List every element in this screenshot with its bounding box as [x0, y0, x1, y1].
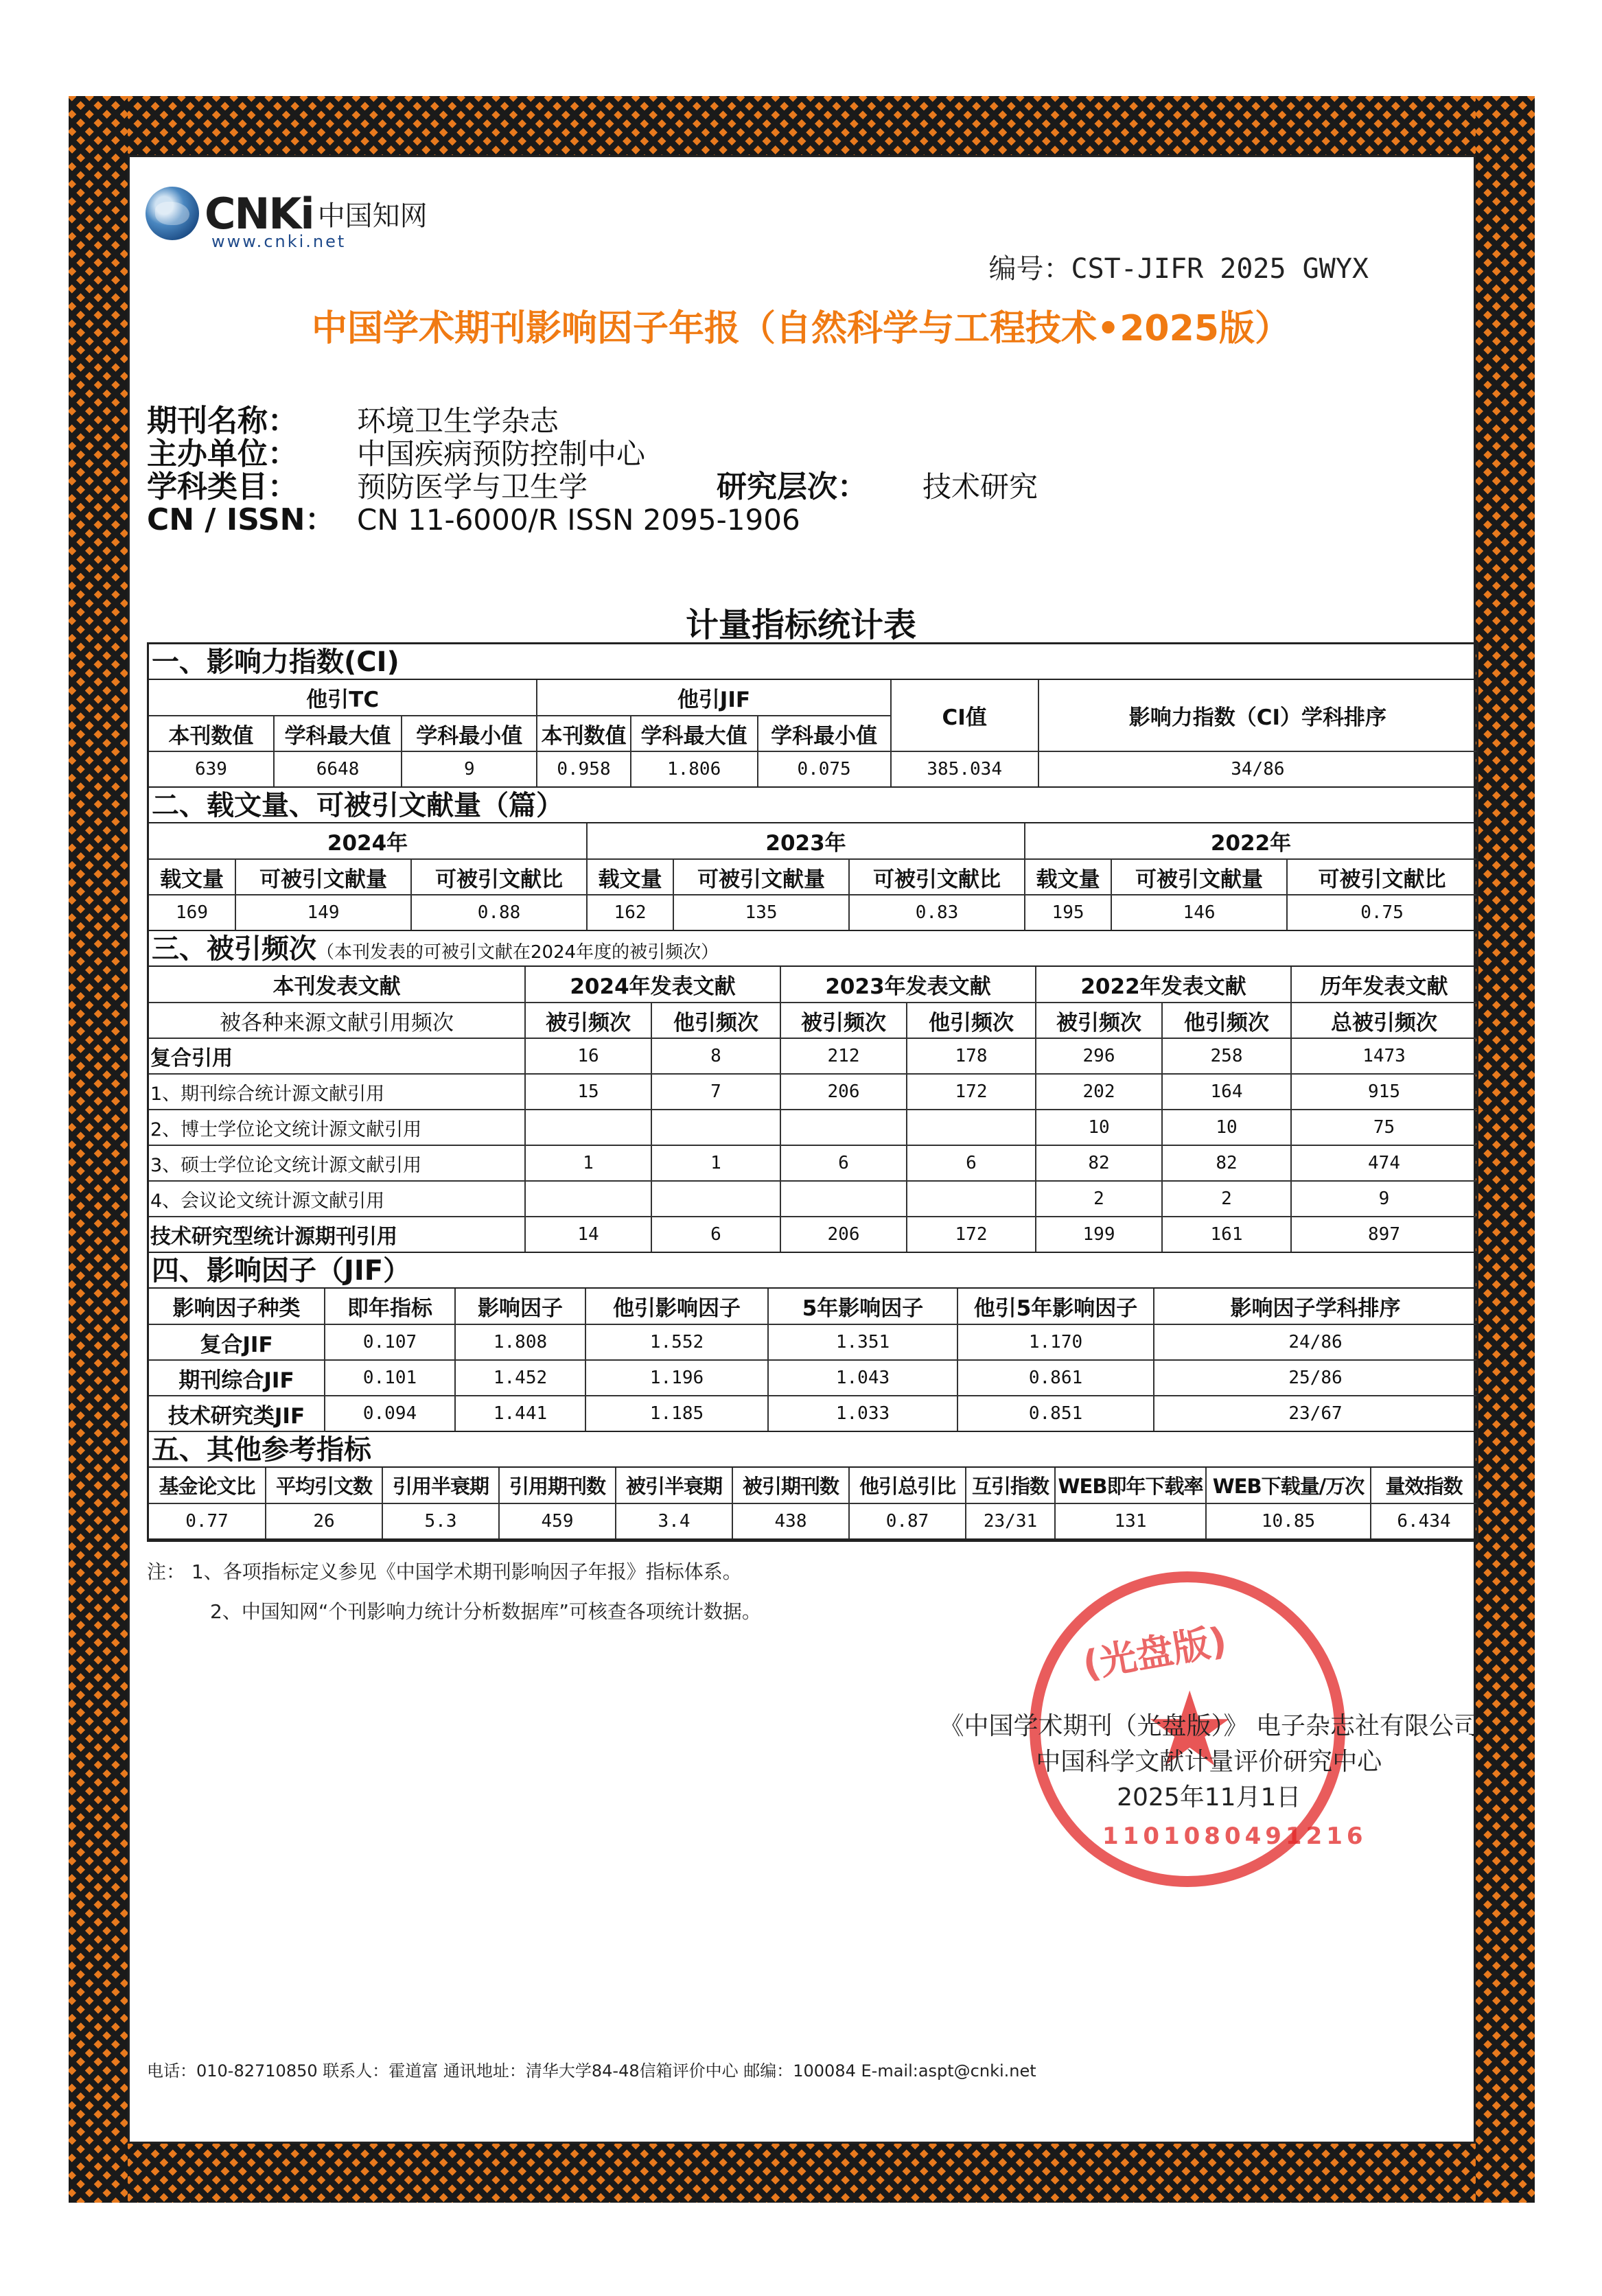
other-col: 互引指数	[966, 1468, 1055, 1503]
articles-cell: 0.83	[849, 895, 1025, 930]
star-icon: ★	[1144, 1670, 1236, 1790]
citation-cell: 474	[1291, 1145, 1476, 1181]
other-col: 平均引文数	[266, 1468, 382, 1503]
jif-col: 他引5年影响因子	[957, 1289, 1154, 1324]
logo-cn-name: 中国知网	[317, 200, 428, 232]
other-cell: 459	[499, 1503, 616, 1539]
jif-cell: 1.033	[768, 1396, 957, 1431]
table-row	[149, 1396, 1476, 1431]
sub-total: 总被引频次	[1291, 1003, 1476, 1038]
other-col: 引用期刊数	[499, 1468, 616, 1503]
ci-cell: 9	[402, 751, 537, 787]
jif-cell: 23/67	[1154, 1396, 1476, 1431]
articles-cell: 162	[587, 895, 673, 930]
level-label: 研究层次：	[717, 469, 868, 504]
citation-cell: 172	[907, 1074, 1036, 1110]
other-col: 引用半衰期	[382, 1468, 499, 1503]
jif-cell: 0.094	[325, 1396, 455, 1431]
jif-cell: 1.441	[455, 1396, 585, 1431]
ci-jif-max: 学科最大值	[631, 716, 758, 751]
issuer	[940, 1709, 1478, 1816]
group-all: 历年发表文献	[1291, 967, 1476, 1003]
row-label: 3、硕士学位论文统计源文献引用	[149, 1145, 525, 1181]
sponsor: 中国疾病预防控制中心	[357, 437, 646, 471]
citation-cell: 7	[651, 1074, 780, 1110]
citation-cell: 10	[1162, 1110, 1291, 1145]
row-label: 1、期刊综合统计源文献引用	[149, 1074, 525, 1110]
citation-cell	[780, 1181, 907, 1217]
row-label: 复合引用	[149, 1038, 525, 1074]
ci-tc-max: 学科最大值	[274, 716, 402, 751]
citations-corner-top: 本刊发表文献	[149, 967, 525, 1003]
issuer-publisher: 《中国学术期刊（光盘版）》 电子杂志社有限公司	[939, 1712, 1478, 1740]
articles-cell: 135	[673, 895, 849, 930]
page-title: 中国学术期刊影响因子年报（自然科学与工程技术•2025版）	[312, 308, 1290, 349]
group-2024: 2024年发表文献	[525, 967, 780, 1003]
jif-cell: 1.808	[455, 1324, 585, 1360]
jif-cell: 1.185	[585, 1396, 768, 1431]
issn-label: CN / ISSN：	[147, 502, 336, 537]
col-articles: 载文量	[587, 859, 673, 895]
citation-cell: 10	[1036, 1110, 1162, 1145]
row-label: 2、博士学位论文统计源文献引用	[149, 1110, 525, 1145]
serial-number: 编号：CST-JIFR 2025 GWYX	[988, 253, 1369, 285]
ci-cell: 34/86	[1038, 751, 1476, 787]
citation-cell: 212	[780, 1038, 907, 1074]
jif-col: 影响因子种类	[149, 1289, 325, 1324]
issn: CN 11-6000/R ISSN 2095-1906	[357, 503, 800, 537]
citation-cell: 8	[651, 1038, 780, 1074]
table-row	[149, 1360, 1476, 1396]
table-row	[149, 1038, 1476, 1074]
jif-row-label: 期刊综合JIF	[149, 1360, 325, 1396]
ci-cell: 1.806	[631, 751, 758, 787]
citation-cell: 75	[1291, 1110, 1476, 1145]
jif-cell: 0.107	[325, 1324, 455, 1360]
articles-cell: 195	[1025, 895, 1111, 930]
section-articles-head: 二、载文量、可被引文献量（篇）	[149, 788, 1476, 823]
other-cell: 10.85	[1206, 1503, 1371, 1539]
other-cell: 0.87	[849, 1503, 966, 1539]
citation-cell: 915	[1291, 1074, 1476, 1110]
jif-cell: 1.196	[585, 1360, 768, 1396]
ci-value-head: CI值	[891, 680, 1038, 751]
jif-cell: 0.861	[957, 1360, 1154, 1396]
section-ci-head: 一、影响力指数(CI)	[149, 644, 1476, 680]
jif-col: 即年指标	[325, 1289, 455, 1324]
other-col: WEB下载量/万次	[1206, 1468, 1371, 1503]
articles-cell: 149	[235, 895, 411, 930]
ci-cell: 385.034	[891, 751, 1038, 787]
sub-cited: 被引频次	[525, 1003, 651, 1038]
citation-cell: 82	[1162, 1145, 1291, 1181]
jif-cell: 1.452	[455, 1360, 585, 1396]
journal-name: 环境卫生学杂志	[357, 404, 559, 438]
row-label: 技术研究型统计源期刊引用	[149, 1217, 525, 1252]
articles-cell: 169	[149, 895, 235, 930]
articles-cell: 0.88	[411, 895, 587, 930]
logo-word: CNKi	[205, 188, 314, 239]
citation-cell	[780, 1110, 907, 1145]
citation-cell	[907, 1181, 1036, 1217]
citation-cell	[525, 1110, 651, 1145]
seal-code: 1101080491216	[1102, 1823, 1367, 1850]
other-cell: 5.3	[382, 1503, 499, 1539]
col-citable: 可被引文献量	[673, 859, 849, 895]
jif-col: 5年影响因子	[768, 1289, 957, 1324]
border-bottom	[69, 2144, 1535, 2203]
sub-cited: 被引频次	[1036, 1003, 1162, 1038]
articles-cell: 146	[1111, 895, 1287, 930]
other-cell: 438	[732, 1503, 849, 1539]
citation-cell: 199	[1036, 1217, 1162, 1252]
contact-footer: 电话：010-82710850 联系人：霍道富 通讯地址：清华大学84-48信箱评价中心 邮编：100084 E-mail:aspt@cnki.net	[147, 2061, 1036, 2081]
other-col: 被引期刊数	[732, 1468, 849, 1503]
citation-cell: 14	[525, 1217, 651, 1252]
other-cell: 6.434	[1371, 1503, 1476, 1539]
citation-cell	[525, 1181, 651, 1217]
border-left	[69, 96, 128, 2203]
citations-table	[149, 967, 1476, 1253]
year-2022-head: 2022年	[1025, 823, 1476, 859]
citation-cell: 82	[1036, 1145, 1162, 1181]
other-col: 基金论文比	[149, 1468, 266, 1503]
citation-cell: 2	[1036, 1181, 1162, 1217]
jif-table	[149, 1289, 1476, 1432]
citation-cell: 6	[907, 1145, 1036, 1181]
citation-cell: 1473	[1291, 1038, 1476, 1074]
table-row	[149, 1074, 1476, 1110]
notes	[147, 1552, 761, 1632]
row-label: 4、会议论文统计源文献引用	[149, 1181, 525, 1217]
table-row	[149, 751, 1476, 787]
ci-cell: 0.958	[537, 751, 630, 787]
other-table	[149, 1468, 1476, 1540]
group-2023: 2023年发表文献	[780, 967, 1036, 1003]
citation-cell: 897	[1291, 1217, 1476, 1252]
issue-date: 2025年11月1日	[1117, 1783, 1301, 1812]
ci-cell: 639	[149, 751, 274, 787]
citation-cell: 15	[525, 1074, 651, 1110]
col-citable-ratio: 可被引文献比	[849, 859, 1025, 895]
col-citable: 可被引文献量	[1111, 859, 1287, 895]
sub-cited: 被引频次	[780, 1003, 907, 1038]
col-citable-ratio: 可被引文献比	[411, 859, 587, 895]
other-col: 他引总引比	[849, 1468, 966, 1503]
jif-cell: 25/86	[1154, 1360, 1476, 1396]
jif-cell: 1.043	[768, 1360, 957, 1396]
other-col: 量效指数	[1371, 1468, 1476, 1503]
citation-cell: 258	[1162, 1038, 1291, 1074]
globe-icon	[146, 187, 199, 240]
group-2022: 2022年发表文献	[1036, 967, 1291, 1003]
jif-col: 影响因子学科排序	[1154, 1289, 1476, 1324]
table-row	[149, 1110, 1476, 1145]
citation-cell: 178	[907, 1038, 1036, 1074]
jif-cell: 24/86	[1154, 1324, 1476, 1360]
table-row	[149, 1324, 1476, 1360]
citation-cell: 161	[1162, 1217, 1291, 1252]
citation-cell: 16	[525, 1038, 651, 1074]
section-other-head: 五、其他参考指标	[149, 1432, 1476, 1468]
citation-cell: 206	[780, 1217, 907, 1252]
citations-head-note: （本刊发表的可被引文献在2024年度的被引频次）	[316, 942, 719, 963]
sub-other: 他引频次	[651, 1003, 780, 1038]
articles-cell: 0.75	[1287, 895, 1476, 930]
jif-row-label: 复合JIF	[149, 1324, 325, 1360]
citation-cell: 296	[1036, 1038, 1162, 1074]
other-col: WEB即年下载率	[1055, 1468, 1206, 1503]
jif-col: 影响因子	[455, 1289, 585, 1324]
other-col: 被引半衰期	[616, 1468, 732, 1503]
ci-rank-head: 影响力指数（CI）学科排序	[1038, 680, 1476, 751]
note-2: 2、中国知网“个刊影响力统计分析数据库”可核查各项统计数据。	[210, 1600, 761, 1623]
citation-cell: 1	[651, 1145, 780, 1181]
subject: 预防医学与卫生学	[357, 470, 588, 504]
ci-jif-min: 学科最小值	[758, 716, 891, 751]
table-row	[149, 1145, 1476, 1181]
col-articles: 载文量	[1025, 859, 1111, 895]
jif-cell: 0.851	[957, 1396, 1154, 1431]
citations-corner-bottom: 被各种来源文献引用频次	[149, 1003, 525, 1038]
col-articles: 载文量	[149, 859, 235, 895]
other-cell: 0.77	[149, 1503, 266, 1539]
border-top	[69, 96, 1535, 155]
ci-table	[149, 680, 1476, 788]
subject-label: 学科类目：	[147, 469, 298, 504]
jif-row-label: 技术研究类JIF	[149, 1396, 325, 1431]
sponsor-label: 主办单位：	[147, 436, 298, 471]
table-row	[149, 1181, 1476, 1217]
table-row	[149, 1217, 1476, 1252]
citation-cell: 6	[780, 1145, 907, 1181]
stat-tables	[147, 642, 1478, 1542]
citation-cell: 164	[1162, 1074, 1291, 1110]
articles-table	[149, 823, 1476, 931]
citation-cell: 2	[1162, 1181, 1291, 1217]
journal-info	[147, 405, 1038, 537]
other-cell: 3.4	[616, 1503, 732, 1539]
citation-cell	[651, 1110, 780, 1145]
level: 技术研究	[922, 470, 1038, 504]
ci-jif-head: 他引JIF	[537, 680, 890, 716]
year-2023-head: 2023年	[587, 823, 1025, 859]
other-cell: 23/31	[966, 1503, 1055, 1539]
ci-jif-this: 本刊数值	[537, 716, 630, 751]
border-right	[1476, 96, 1535, 2203]
other-cell: 26	[266, 1503, 382, 1539]
table-row	[149, 1503, 1476, 1539]
jif-cell: 1.170	[957, 1324, 1154, 1360]
section-jif-head: 四、影响因子（JIF）	[149, 1253, 1476, 1289]
section-citations-head	[149, 931, 1476, 967]
jif-cell: 0.101	[325, 1360, 455, 1396]
citation-cell: 172	[907, 1217, 1036, 1252]
ci-tc-head: 他引TC	[149, 680, 537, 716]
citation-cell	[651, 1181, 780, 1217]
logo-url: www.cnki.net	[211, 232, 347, 251]
ci-tc-min: 学科最小值	[402, 716, 537, 751]
citation-cell: 202	[1036, 1074, 1162, 1110]
sub-other: 他引频次	[1162, 1003, 1291, 1038]
ci-cell: 6648	[274, 751, 402, 787]
citation-cell: 1	[525, 1145, 651, 1181]
citation-cell: 6	[651, 1217, 780, 1252]
ci-cell: 0.075	[758, 751, 891, 787]
journal-name-label: 期刊名称：	[147, 403, 298, 438]
jif-col: 他引影响因子	[585, 1289, 768, 1324]
col-citable: 可被引文献量	[235, 859, 411, 895]
ci-tc-this: 本刊数值	[149, 716, 274, 751]
jif-cell: 1.351	[768, 1324, 957, 1360]
jif-cell: 1.552	[585, 1324, 768, 1360]
table-row	[149, 895, 1476, 930]
sub-other: 他引频次	[907, 1003, 1036, 1038]
year-2024-head: 2024年	[149, 823, 587, 859]
citations-head-text: 三、被引频次	[152, 933, 316, 965]
seal-text: (光盘版)	[1079, 1619, 1230, 1687]
cnki-logo	[146, 187, 428, 251]
citation-cell: 9	[1291, 1181, 1476, 1217]
citation-cell: 206	[780, 1074, 907, 1110]
other-cell: 131	[1055, 1503, 1206, 1539]
col-citable-ratio: 可被引文献比	[1287, 859, 1476, 895]
stat-table-title: 计量指标统计表	[685, 606, 916, 644]
citation-cell	[907, 1110, 1036, 1145]
issuer-center: 中国科学文献计量评价研究中心	[1036, 1748, 1382, 1776]
note-1: 注： 1、各项指标定义参见《中国学术期刊影响因子年报》指标体系。	[147, 1560, 742, 1583]
